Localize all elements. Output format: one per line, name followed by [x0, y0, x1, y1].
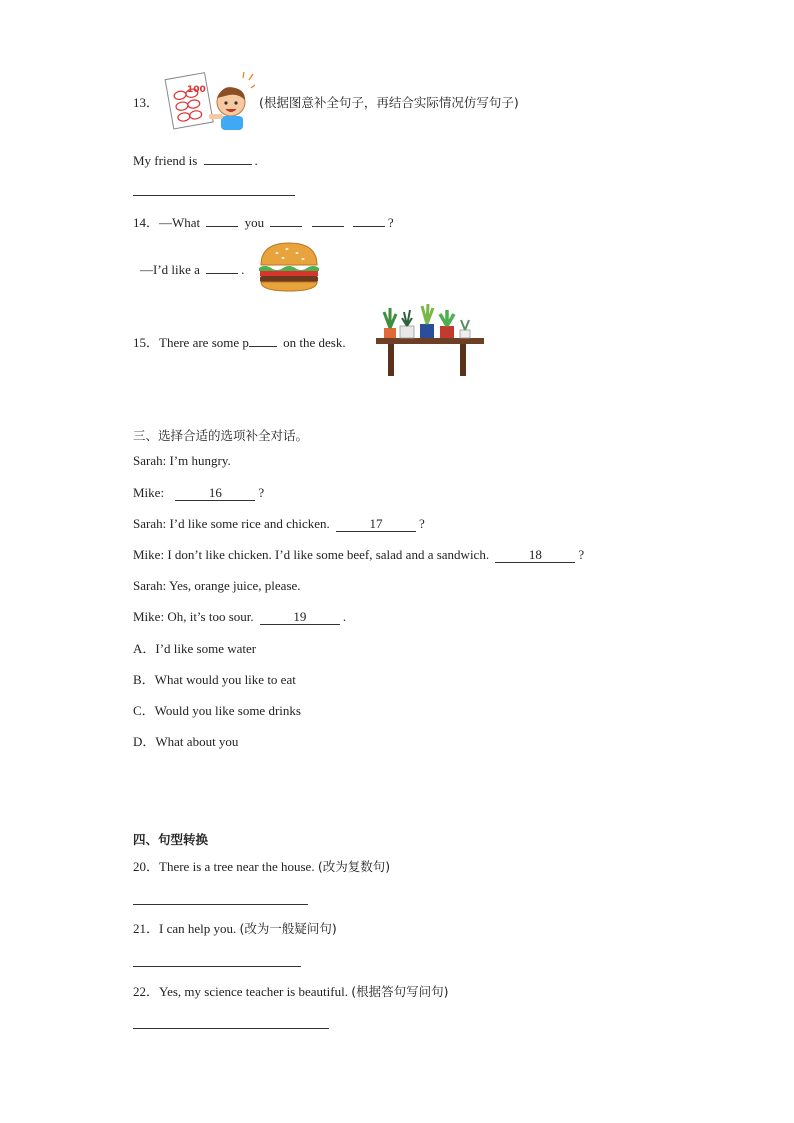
q15-line	[133, 334, 346, 351]
dialogue-line-5	[133, 578, 301, 594]
q13-sentence-post: .	[254, 153, 258, 168]
plants-on-desk-image	[374, 300, 486, 378]
q20-line	[133, 859, 390, 875]
q13-answer-line[interactable]	[133, 195, 295, 196]
q14-qmark: ?	[387, 215, 394, 230]
q14-blank-3[interactable]	[312, 214, 344, 227]
q22-note: (根据答句写问句)	[351, 984, 449, 999]
q14-blank-5[interactable]	[206, 261, 238, 274]
blank-16[interactable]: 16	[175, 486, 255, 501]
dialogue-text: I don’t like chicken. I’d like some beef, salad and a sandwich.	[167, 547, 490, 562]
q21-number: 21．	[133, 921, 160, 936]
q13-sentence	[133, 152, 258, 169]
blank-17[interactable]: 17	[336, 517, 416, 532]
q14-line2-pre: —I’d like a	[140, 262, 200, 277]
q20-text: There is a tree near the house.	[159, 859, 315, 874]
q13-sentence-pre: My friend is	[133, 153, 198, 168]
q13-instruction: (根据图意补全句子，再结合实际情况仿写句子)	[259, 95, 519, 110]
option-a[interactable]	[133, 641, 256, 657]
q14-number: 14．	[133, 215, 160, 230]
q21-answer-line[interactable]	[133, 966, 301, 967]
option-text: Would you like some drinks	[154, 703, 301, 718]
option-text: What would you like to eat	[154, 672, 296, 687]
q14-part2: you	[244, 215, 265, 230]
student-with-test-paper-image	[163, 70, 255, 132]
option-b[interactable]	[133, 672, 296, 688]
option-d[interactable]	[133, 734, 238, 750]
q14-blank-2[interactable]	[270, 214, 302, 227]
q14-line2	[140, 261, 244, 278]
dialogue-line-4	[133, 547, 584, 563]
q14-blank-1[interactable]	[206, 214, 238, 227]
dialogue-end: ?	[258, 485, 265, 500]
q21-text: I can help you.	[159, 921, 237, 936]
dialogue-speaker: Sarah:	[133, 453, 167, 468]
q14-blank-4[interactable]	[353, 214, 385, 227]
q20-answer-line[interactable]	[133, 904, 308, 905]
dialogue-text: Oh, it’s too sour.	[167, 609, 254, 624]
dialogue-line-2	[133, 485, 264, 501]
dialogue-line-1	[133, 453, 231, 469]
score-text: 100	[187, 85, 206, 95]
option-c[interactable]	[133, 703, 301, 719]
q15-blank[interactable]	[249, 334, 277, 347]
q21-note: (改为一般疑问句)	[239, 921, 337, 936]
dialogue-line-3	[133, 516, 425, 532]
dialogue-speaker: Sarah:	[133, 516, 167, 531]
option-letter: A．	[133, 641, 156, 656]
dialogue-end: ?	[418, 516, 425, 531]
q15-number: 15．	[133, 335, 160, 350]
section3-heading: 三、选择合适的选项补全对话。	[133, 428, 309, 443]
dialogue-end: .	[342, 609, 347, 624]
q20-number: 20．	[133, 859, 160, 874]
option-text: I’d like some water	[155, 641, 257, 656]
dialogue-speaker: Sarah:	[133, 578, 167, 593]
dialogue-speaker: Mike:	[133, 609, 165, 624]
q22-number: 22．	[133, 984, 160, 999]
dialogue-end: ?	[578, 547, 585, 562]
blank-19[interactable]: 19	[260, 610, 340, 625]
hamburger-image	[257, 241, 321, 295]
q22-text: Yes, my science teacher is beautiful.	[159, 984, 348, 999]
q21-line	[133, 921, 337, 937]
q14-part1: —What	[159, 215, 201, 230]
dialogue-text: Yes, orange juice, please.	[169, 578, 301, 593]
q14-line1	[133, 214, 394, 231]
dialogue-speaker: Mike:	[133, 485, 165, 500]
blank-18[interactable]: 18	[495, 548, 575, 563]
option-letter: D．	[133, 734, 156, 749]
q22-answer-line[interactable]	[133, 1028, 329, 1029]
dialogue-line-6	[133, 609, 346, 625]
q15-pre: There are some p	[159, 335, 249, 350]
q13-blank[interactable]	[204, 152, 252, 165]
dialogue-text: I’m hungry.	[169, 453, 231, 468]
dialogue-speaker: Mike:	[133, 547, 165, 562]
q20-note: (改为复数句)	[317, 859, 391, 874]
section4-heading: 四、句型转换	[133, 832, 209, 847]
q13-number: 13．	[133, 95, 160, 110]
option-letter: B．	[133, 672, 155, 687]
q14-line2-post: .	[241, 262, 245, 277]
option-text: What about you	[155, 734, 239, 749]
q22-line	[133, 984, 448, 1000]
option-letter: C．	[133, 703, 155, 718]
q15-post: on the desk.	[283, 335, 346, 350]
dialogue-text: I’d like some rice and chicken.	[169, 516, 330, 531]
